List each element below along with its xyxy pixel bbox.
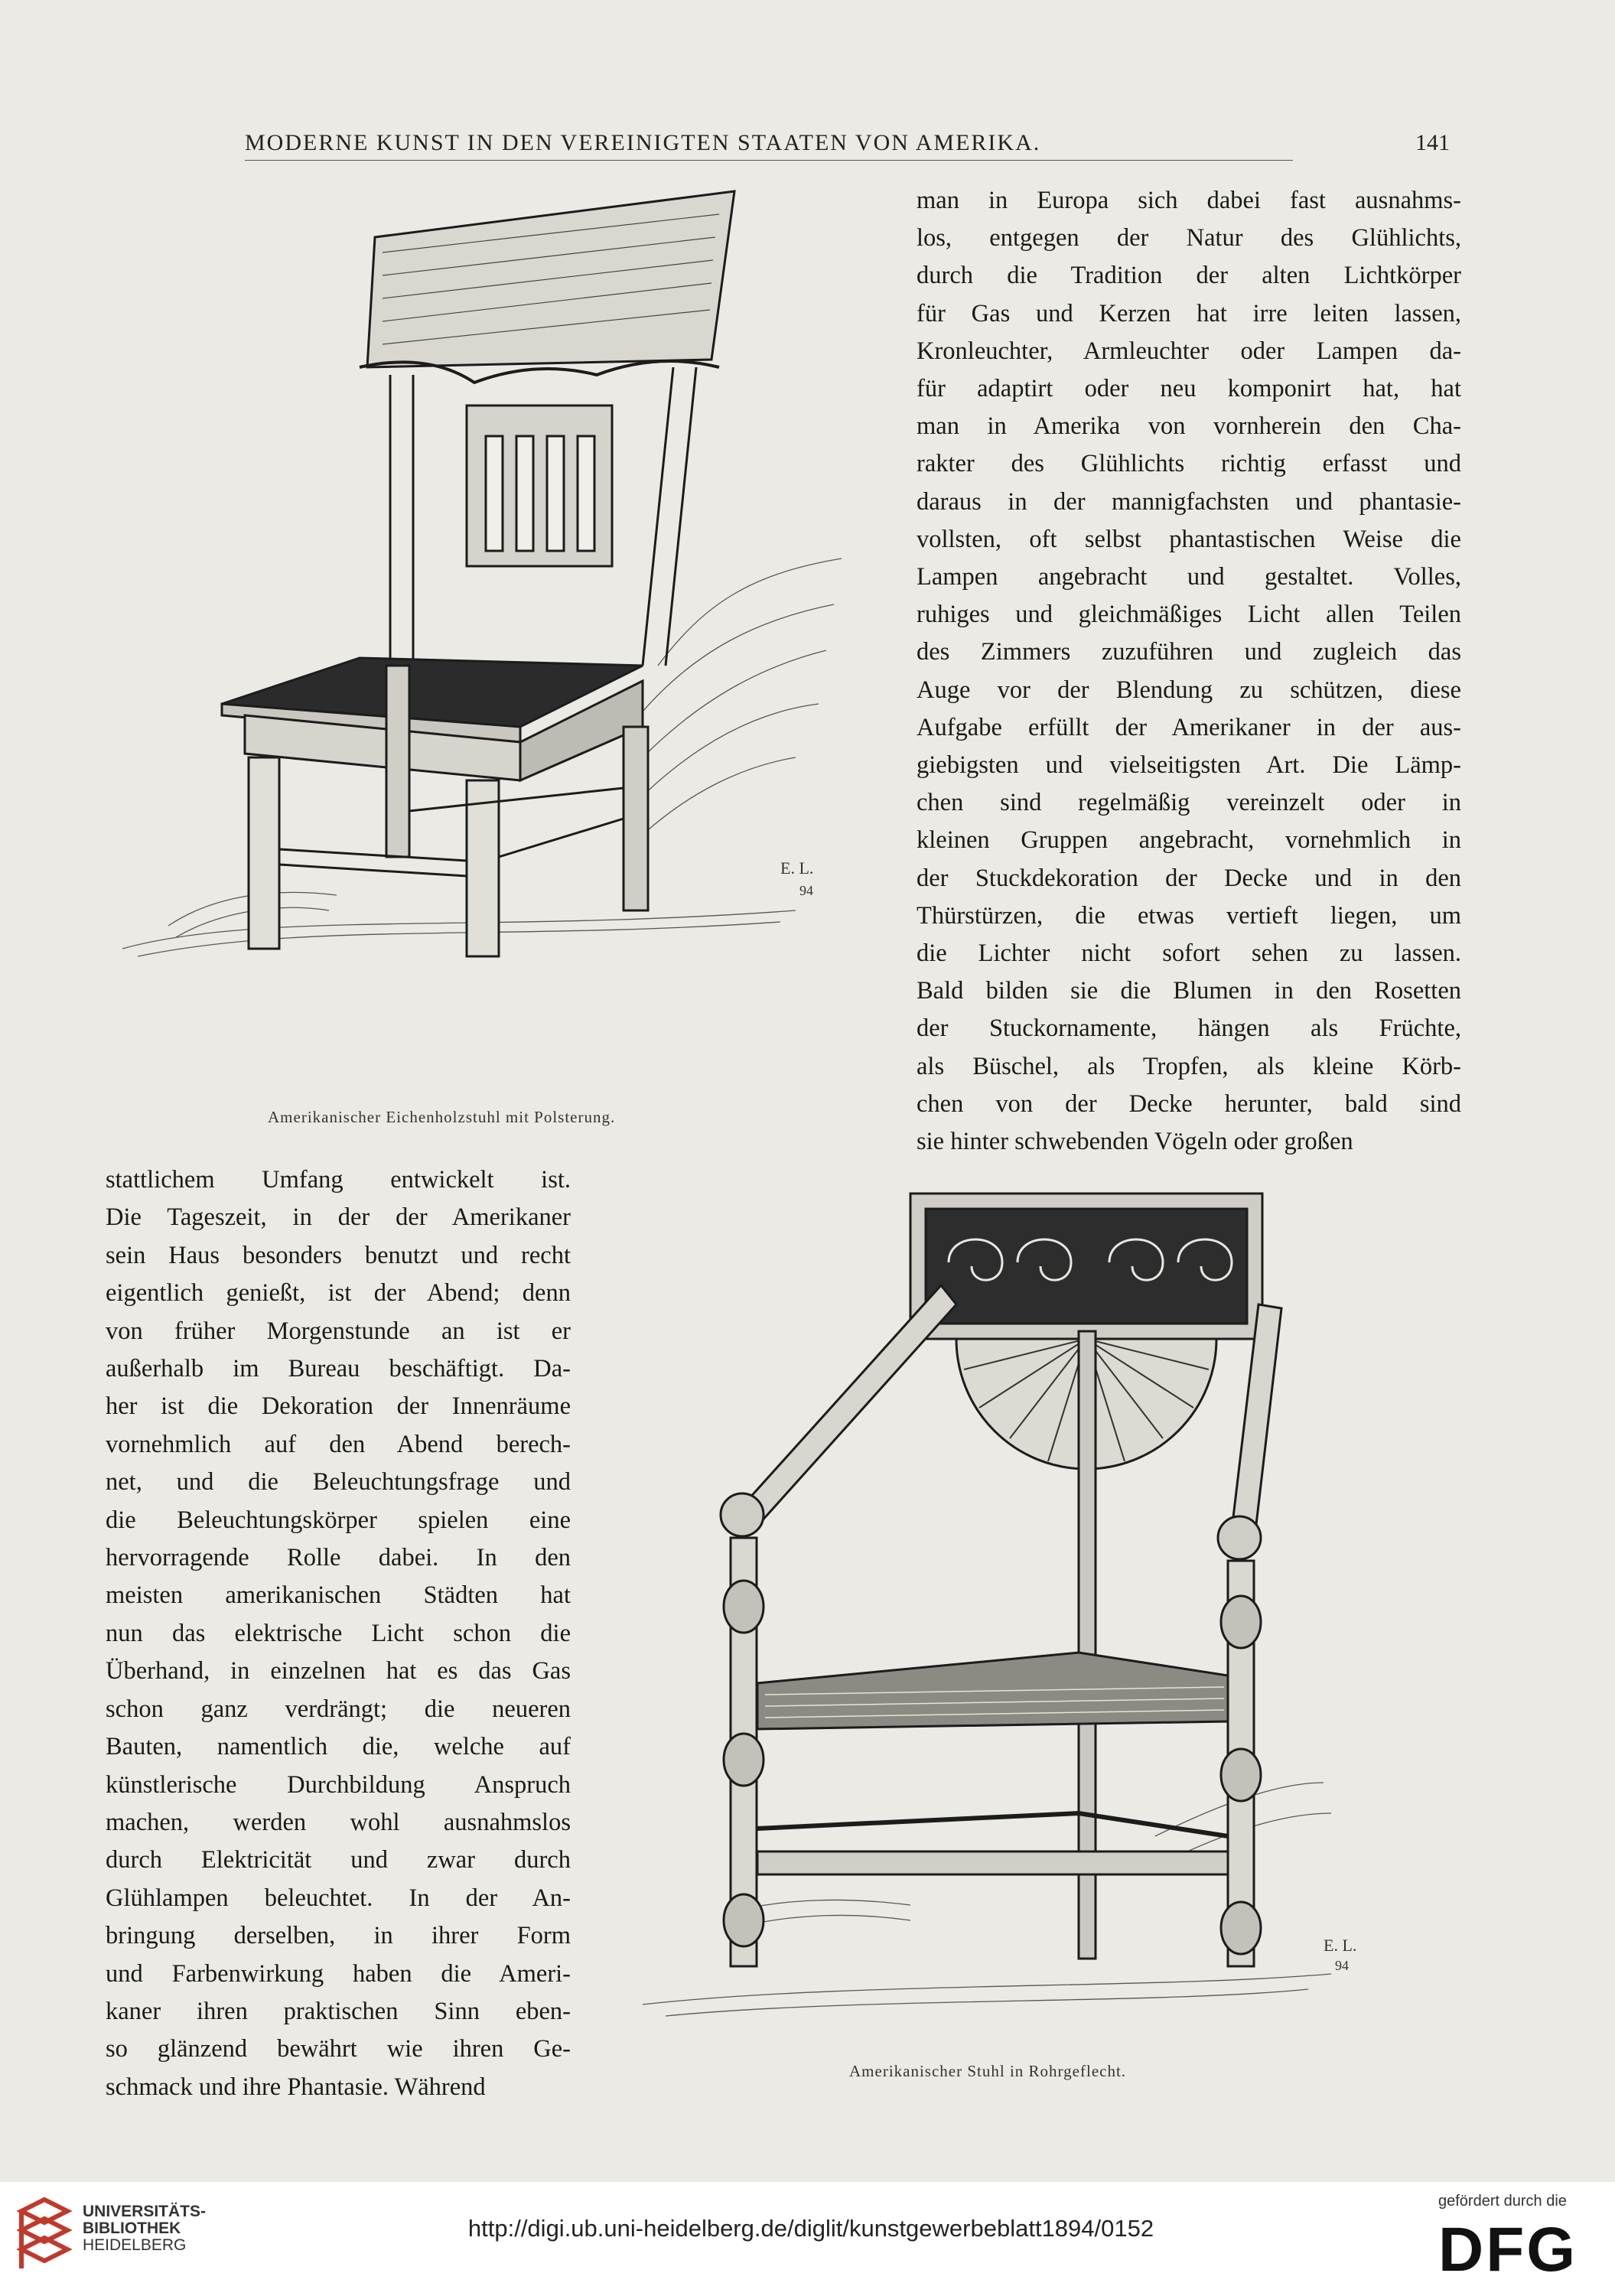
left-column-text-line: kaner ihren praktischen Sinn eben- <box>106 1997 571 2025</box>
left-column-text-line: hervorragende Rolle dabei. In den <box>106 1544 571 1572</box>
library-name-line1: UNIVERSITÄTS- <box>83 2203 207 2220</box>
right-column-text-line: die Lichter nicht sofort sehen zu lassen. <box>917 940 1461 968</box>
right-column-text-line: des Zimmers zuzuführen und zugleich das <box>917 638 1461 666</box>
left-column-text-line: nun das elektrische Licht schon die <box>106 1619 571 1647</box>
left-column-text-line: künstlerische Durchbildung Anspruch <box>106 1770 571 1799</box>
left-column-text-line: vornehmlich auf den Abend berech- <box>106 1430 571 1458</box>
right-column-text-line: Auge vor der Blendung zu schützen, diese <box>917 676 1461 704</box>
figure1-year: 94 <box>799 883 813 898</box>
right-column-text-line: chen von der Decke herunter, bald sind <box>917 1089 1461 1118</box>
left-column-text-line: Bauten, namentlich die, welche auf <box>106 1733 571 1761</box>
right-column-text-line: Kronleuchter, Armleuchter oder Lampen da- <box>917 337 1461 365</box>
right-column-text-line: Thürstürzen, die etwas vertieft liegen, um <box>917 901 1461 930</box>
right-column-text-line: rakter des Glühlichts richtig erfasst und <box>917 450 1461 478</box>
header-rule <box>245 160 1293 161</box>
running-title <box>245 130 1293 156</box>
left-column-text-line: schon ganz verdrängt; die neueren <box>106 1695 571 1723</box>
left-column-text-line: meisten amerikanischen Städten hat <box>106 1581 571 1610</box>
figure1-monogram: E. L. <box>780 858 814 878</box>
permalink-url[interactable]: http://digi.ub.uni-heidelberg.de/diglit/kunstgewerbeblatt1894/0152 <box>467 2215 1154 2242</box>
left-column-text <box>106 1161 571 2106</box>
right-column-text-line: als Büschel, als Tropfen, als kleine Körb- <box>917 1052 1461 1080</box>
library-logo-icon <box>14 2196 75 2280</box>
running-title-text: MODERNE KUNST IN DEN VEREINIGTEN STAATEN VON AMERIKA. <box>245 130 1041 155</box>
left-column-text-line: durch Elektricität und zwar durch <box>106 1846 571 1874</box>
left-column-text-line: und Farbenwirkung haben die Ameri- <box>106 1959 571 1988</box>
right-column-text-line: der Stuckornamente, hängen als Früchte, <box>917 1014 1461 1043</box>
left-column-text-line: her ist die Dekoration der Innenräume <box>106 1392 571 1421</box>
right-column-text-line: man in Amerika von vornherein den Cha- <box>917 412 1461 441</box>
right-column-text-line: giebigsten und vielseitigsten Art. Die Lämp- <box>917 751 1461 780</box>
figure2-monogram: E. L. <box>1324 1936 1357 1955</box>
right-column-text-line: kleinen Gruppen angebracht, vornehmlich in <box>917 826 1461 855</box>
right-column-text-line: chen sind regelmäßig vereinzelt oder in <box>917 789 1461 817</box>
figure2-caption: Amerikanischer Stuhl in Rohrgeflecht. <box>849 2062 1127 2080</box>
page-number: 141 <box>1415 130 1450 155</box>
dfg-logo: DFG <box>1438 2215 1578 2285</box>
right-column-text <box>917 182 1461 1161</box>
right-column-text-line: sie hinter schwebenden Vögeln oder großen <box>917 1128 1353 1156</box>
left-column-text-line: von früher Morgenstunde an ist er <box>106 1317 571 1345</box>
left-column-text-line: sein Haus besonders benutzt und recht <box>106 1241 571 1269</box>
right-column-text-line: ruhiges und gleichmäßiges Licht allen Teilen <box>917 601 1461 629</box>
left-column-text-line: stattlichem Umfang entwickelt ist. <box>106 1166 571 1194</box>
left-column-text-line: Überhand, in einzelnen hat es das Gas <box>106 1657 571 1685</box>
right-column-text-line: man in Europa sich dabei fast ausnahms- <box>917 187 1461 214</box>
oak-chair-illustration <box>107 176 887 972</box>
right-column-text-line: Lampen angebracht und gestaltet. Volles, <box>917 563 1461 591</box>
funding-note: gefördert durch die <box>1438 2193 1567 2210</box>
left-column-text-line: Die Tageszeit, in der der Amerikaner <box>106 1203 571 1232</box>
right-column-text-line: Aufgabe erfüllt der Amerikaner in der aus- <box>917 713 1461 741</box>
right-column-text-line: Bald bilden sie die Blumen in den Rosetten <box>917 977 1461 1005</box>
figure2-year: 94 <box>1335 1958 1349 1973</box>
cane-chair-illustration <box>620 1178 1385 2043</box>
left-column-text-line: die Beleuchtungskörper spielen eine <box>106 1506 571 1534</box>
left-column-text-line: außerhalb im Bureau beschäftigt. Da- <box>106 1355 571 1383</box>
right-column-text-line: durch die Tradition der alten Lichtkörper <box>917 262 1461 290</box>
left-column-text-line: eigentlich genießt, ist der Abend; denn <box>106 1279 571 1308</box>
library-name <box>83 2203 206 2254</box>
left-column-text-line: schmack und ihre Phantasie. Während <box>106 2073 486 2101</box>
library-name-line3: HEIDELBERG <box>83 2236 187 2254</box>
left-column-text-line: Glühlampen beleuchtet. In der An- <box>106 1884 571 1912</box>
library-name-line2: BIBLIOTHEK <box>83 2219 181 2237</box>
left-column-text-line: machen, werden wohl ausnahmslos <box>106 1808 571 1836</box>
right-column-text-line: daraus in der mannigfachsten und phantasie- <box>917 487 1461 516</box>
left-column-text-line: net, und die Beleuchtungsfrage und <box>106 1468 571 1496</box>
left-column-text-line: so glänzend bewährt wie ihren Ge- <box>106 2035 571 2063</box>
right-column-text-line: für adaptirt oder neu komponirt hat, hat <box>917 375 1461 403</box>
figure1-caption: Amerikanischer Eichenholzstuhl mit Polsterung. <box>268 1108 616 1126</box>
left-column-text-line: bringung derselben, in ihrer Form <box>106 1922 571 1950</box>
right-column-text-line: der Stuckdekoration der Decke und in den <box>917 864 1461 892</box>
right-column-text-line: vollsten, oft selbst phantastischen Weise die <box>917 525 1461 553</box>
right-column-text-line: los, entgegen der Natur des Glühlichts, <box>917 224 1461 252</box>
right-column-text-line: für Gas und Kerzen hat irre leiten lassen, <box>917 299 1461 327</box>
